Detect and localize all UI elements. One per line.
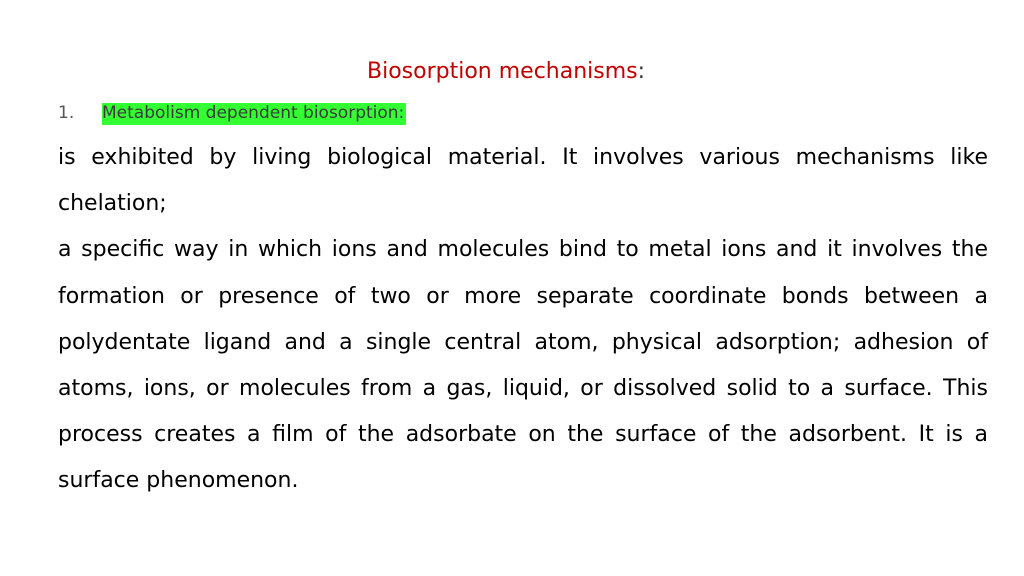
list-item	[58, 101, 406, 125]
body-text	[58, 135, 988, 505]
body-paragraph-1: is exhibited by living biological material. It involves various mechanisms like chelation;	[58, 145, 988, 217]
list-number: 1.	[58, 103, 75, 123]
highlighted-heading: Metabolism dependent biosorption:	[102, 103, 405, 123]
body-paragraph-2: a specific way in which ions and molecules bind to metal ions and it involves the formation or presence of two or more separate coordinate bonds between a polydentate ligand and a single central atom, physical adsorption; adhesion of atoms, ions, or molecules from a gas, liquid, or dissolved solid to a surface. This process creates a film of the adsorbate on the surface of the adsorbent. It is a surface phenomenon.	[58, 237, 988, 494]
slide-title-text: Biosorption mechanisms	[367, 59, 638, 84]
slide-title-colon: :	[637, 59, 646, 84]
slide-title	[0, 58, 1024, 86]
